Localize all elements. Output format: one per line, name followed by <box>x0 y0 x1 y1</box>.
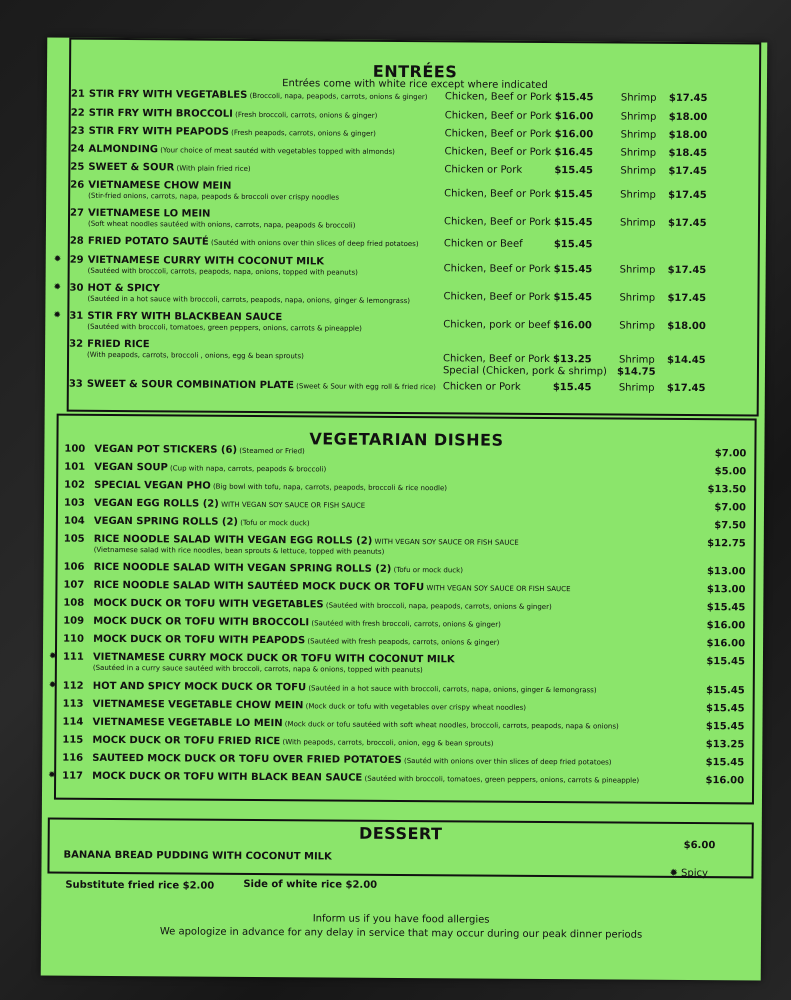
vegetarian-number: 107 <box>63 579 85 591</box>
extra-white-rice: Side of white rice $2.00 <box>243 878 378 891</box>
entree-price-shrimp: $17.45 <box>667 292 707 305</box>
vegetarian-description: WITH VEGAN SOY SAUCE OR FISH SAUCE <box>372 537 519 547</box>
vegetarian-number: 113 <box>62 698 84 710</box>
vegetarian-name: VEGAN SPRING ROLLS (2) (Tofu or mock duck) <box>93 515 310 528</box>
spicy-star-icon: ✹ <box>48 651 57 662</box>
entree-price-shrimp: $17.45 <box>668 165 707 178</box>
entree-option: Chicken, Beef or Pork <box>443 291 551 304</box>
vegetarian-price: $15.45 <box>706 685 745 697</box>
spicy-star-icon: ✹ <box>669 867 678 879</box>
entree-price: $15.45 <box>554 165 593 177</box>
vegetarian-description: (Tofu or mock duck) <box>391 565 463 575</box>
vegetarian-price: $13.25 <box>705 739 745 751</box>
vegetarian-number: 100 <box>64 443 86 455</box>
entree-name: STIR FRY WITH PEAPODS (Fresh peapods, carrots, onions & ginger) <box>88 125 376 138</box>
vegetarian-description: (Sautéed with broccoli, napa, peapods, carrots, onions & ginger) <box>323 601 552 612</box>
vegetarian-name: VIETNAMESE VEGETABLE CHOW MEIN (Mock duck or tofu with vegetables over crispy wheat noodles) <box>92 698 527 712</box>
vegetarian-name: SPECIAL VEGAN PHO (Big bowl with tofu, napa, carrots, peapods, broccoli & rice noodle) <box>94 479 448 493</box>
entree-price-shrimp: $18.00 <box>668 111 708 124</box>
vegetarian-price: $15.45 <box>705 703 745 715</box>
entree-option-shrimp: Shrimp <box>619 264 656 276</box>
entree-price: $16.00 <box>554 129 594 141</box>
spicy-star-icon: ✹ <box>48 680 57 691</box>
vegetarian-description: WITH VEGAN SOY SAUCE OR FISH SAUCE <box>424 584 571 594</box>
entree-name: STIR FRY WITH VEGETABLES (Broccoli, napa, peapods, carrots, onions & ginger) <box>88 88 428 102</box>
vegetarian-name: SAUTEED MOCK DUCK OR TOFU OVER FRIED POTATOES (Sautéd with onions over thin slices of deep fried potatoes) <box>92 752 612 767</box>
entree-number: 24 <box>70 143 85 155</box>
entree-number: 31 <box>69 310 84 322</box>
entree-description: (Your choice of meat sautéd with vegetables topped with almonds) <box>158 146 395 156</box>
entree-option: Chicken, Beef or Pork <box>444 188 552 201</box>
vegetarian-name: HOT AND SPICY MOCK DUCK OR TOFU (Sautéed in a hot sauce with broccoli, carrots, napa, onions, ginger & lemongrass) <box>92 680 597 695</box>
vegetarian-price: $16.00 <box>706 638 746 650</box>
entree-description: (Sautéed in a hot sauce with broccoli, carrots, peapods, napa, onions, ginger & lemongrass) <box>87 294 411 306</box>
entree-number: 29 <box>69 254 84 266</box>
entree-special-price: $14.75 <box>616 366 656 378</box>
entree-name: VIETNAMESE LO MEIN <box>88 207 211 220</box>
entree-option: Chicken, pork or beef <box>443 319 551 332</box>
vegetarian-number: 102 <box>64 479 86 491</box>
entree-name: VIETNAMESE CURRY WITH COCONUT MILK <box>87 254 325 268</box>
entree-number: 26 <box>70 179 85 191</box>
vegetarian-price: $5.00 <box>714 466 747 478</box>
entree-special-option: Special (Chicken, pork & shrimp) <box>442 365 607 378</box>
entree-number: 22 <box>70 107 85 119</box>
entree-name: STIR FRY WITH BLACKBEAN SAUCE <box>87 310 283 324</box>
vegetarian-description: WITH VEGAN SOY SAUCE OR FISH SAUCE <box>218 500 366 510</box>
entree-price-shrimp: $18.00 <box>667 320 706 333</box>
vegetarian-description: (Sautéd with onions over thin slices of deep fried potatoes) <box>401 756 612 767</box>
entree-name: FRIED RICE <box>87 338 150 351</box>
entree-option-shrimp: Shrimp <box>620 129 657 141</box>
entree-option-shrimp: Shrimp <box>619 320 655 332</box>
entree-option-shrimp: Shrimp <box>618 382 655 394</box>
entree-price-shrimp: $18.00 <box>668 129 708 142</box>
entree-price-shrimp: $17.45 <box>668 189 707 202</box>
vegetarian-description: (Vietnamese salad with rice noodles, bean sprouts & lettuce, topped with peanuts) <box>93 545 385 556</box>
vegetarian-number: 114 <box>62 716 84 728</box>
entree-number: 23 <box>70 125 85 137</box>
vegetarian-price: $7.00 <box>714 502 747 514</box>
vegetarian-description: (Sautéed in a curry sauce sautéed with broccoli, carrots, napa & onions, topped with peanuts) <box>92 663 423 675</box>
entree-price: $16.00 <box>553 320 592 332</box>
vegetarian-number: 109 <box>63 615 85 627</box>
entree-price-shrimp: $17.45 <box>667 217 707 230</box>
entree-option-shrimp: Shrimp <box>619 292 656 304</box>
vegetarian-description: (Big bowl with tofu, napa, carrots, peapods, broccoli & rice noodle) <box>210 482 448 493</box>
vegetarian-number: 104 <box>63 515 85 527</box>
vegetarian-description: (Sautéed in a hot sauce with broccoli, carrots, napa, onions, ginger & lemongrass) <box>306 684 597 695</box>
entrees-section <box>53 38 762 417</box>
entree-option-shrimp: Shrimp <box>620 189 656 201</box>
entree-name: SWEET & SOUR (With plain fried rice) <box>88 161 251 174</box>
vegetarian-number: 103 <box>63 497 85 509</box>
vegetarian-number: 106 <box>63 561 85 573</box>
vegetarian-number: 101 <box>64 461 86 473</box>
vegetarian-name: VEGAN POT STICKERS (6) (Steamed or Fried) <box>94 443 305 456</box>
entree-option: Chicken or Pork <box>444 164 523 176</box>
entree-price-shrimp: $18.45 <box>668 147 708 160</box>
vegetarian-name: RICE NOODLE SALAD WITH SAUTÉED MOCK DUCK OR TOFU WITH VEGAN SOY SAUCE OR FISH SAUCE <box>93 579 571 594</box>
vegetarian-description: (Sautéed with broccoli, tomatoes, green peppers, onions, carrots & pineapple) <box>362 774 640 785</box>
entree-price-shrimp: $14.45 <box>667 354 706 367</box>
vegetarian-description: (Tofu or mock duck) <box>237 518 310 528</box>
vegetarian-price: $13.50 <box>707 484 747 496</box>
dessert-price: $6.00 <box>683 839 716 852</box>
vegetarian-name: MOCK DUCK OR TOFU WITH BLACK BEAN SAUCE (Sautéed with broccoli, tomatoes, green peppers, onions, carrots & pineapple) <box>92 770 640 785</box>
dessert-item: BANANA BREAD PUDDING WITH COCONUT MILK <box>63 849 332 863</box>
entree-option-shrimp: Shrimp <box>619 217 656 229</box>
vegetarian-number: 115 <box>62 734 84 746</box>
entree-option: Chicken, Beef or Pork <box>444 128 552 141</box>
vegetarian-price: $15.45 <box>706 602 746 614</box>
entree-option: Chicken, Beef or Pork <box>443 216 551 229</box>
spicy-star-icon: ✹ <box>48 770 56 781</box>
vegetarian-price: $16.00 <box>706 620 746 632</box>
vegetarian-price: $15.45 <box>705 721 745 733</box>
vegetarian-section <box>48 414 757 805</box>
entree-option-shrimp: Shrimp <box>620 111 657 123</box>
entree-number: 33 <box>68 378 83 390</box>
vegetarian-number: 111 <box>62 651 84 663</box>
entree-option: Chicken, Beef or Pork <box>444 91 552 104</box>
entree-description: (With peapods, carrots, broccoli , onions, egg & bean sprouts) <box>87 350 304 361</box>
vegetarian-number: 110 <box>63 633 84 645</box>
entree-name: STIR FRY WITH BROCCOLI (Fresh broccoli, carrots, onions & ginger) <box>88 107 378 120</box>
entree-price-shrimp: $17.45 <box>667 264 707 277</box>
vegetarian-price: $16.00 <box>705 775 745 787</box>
entree-price: $15.45 <box>553 217 593 229</box>
entree-number: 32 <box>69 338 84 350</box>
vegetarian-price: $12.75 <box>707 538 746 550</box>
vegetarian-number: 116 <box>62 752 84 764</box>
entree-option-shrimp: Shrimp <box>620 92 657 104</box>
spicy-legend-label: Spicy <box>681 867 708 880</box>
vegetarian-name: MOCK DUCK OR TOFU WITH BROCCOLI (Sautéed with fresh broccoli, carrots, onions & ginger) <box>93 615 501 629</box>
vegetarian-name: RICE NOODLE SALAD WITH VEGAN EGG ROLLS (2) WITH VEGAN SOY SAUCE OR FISH SAUCE <box>93 533 519 547</box>
entree-option-shrimp: Shrimp <box>619 354 655 366</box>
entree-name: VIETNAMESE CHOW MEIN <box>88 179 232 192</box>
entree-description: (With plain fried rice) <box>174 164 251 173</box>
entree-number: 28 <box>69 235 84 247</box>
entree-option: Chicken, Beef or Pork <box>444 110 552 123</box>
vegetarian-description: (Mock duck or tofu with vegetables over crispy wheat noodles) <box>303 702 527 712</box>
entree-number: 27 <box>70 207 85 219</box>
vegetarian-name: RICE NOODLE SALAD WITH VEGAN SPRING ROLLS (2) (Tofu or mock duck) <box>93 561 463 575</box>
entree-price: $15.45 <box>553 264 593 276</box>
spicy-star-icon: ✹ <box>53 282 62 293</box>
vegetarian-description: (Sautéed with fresh peapods, carrots, onions & ginger) <box>305 637 500 647</box>
vegetarian-name: VEGAN EGG ROLLS (2) WITH VEGAN SOY SAUCE OR FISH SAUCE <box>93 497 366 510</box>
entree-option-shrimp: Shrimp <box>620 165 657 177</box>
entree-option: Chicken or Pork <box>442 381 521 393</box>
vegetarian-description: (Steamed or Fried) <box>237 446 305 456</box>
footer-allergy-note: Inform us if you have food allergies <box>312 913 490 926</box>
dessert-section <box>47 818 753 879</box>
spicy-star-icon: ✹ <box>53 254 62 265</box>
entree-name: HOT & SPICY <box>87 282 160 295</box>
entree-option: Chicken, Beef or Pork <box>443 353 550 366</box>
vegetarian-name: VEGAN SOUP (Cup with napa, carrots, peapods & broccoli) <box>94 461 327 474</box>
entrees-subtitle: Entrées come with white rice except where indicated <box>282 78 548 91</box>
entree-description: (Sautéed with broccoli, carrots, peapods, napa, onions, topped with peanuts) <box>87 266 358 277</box>
entree-price-shrimp: $17.45 <box>668 92 708 105</box>
vegetarian-description: (Mock duck or tofu sautéed with soft wheat noodles, broccoli, carrots, peapods, napa & onions) <box>282 720 619 731</box>
vegetarian-price: $7.00 <box>714 448 747 460</box>
entree-description: (Stir-fried onions, carrots, napa, peapods & broccoli over crispy noodles <box>88 191 340 202</box>
vegetarian-name: VIETNAMESE VEGETABLE LO MEIN (Mock duck or tofu sautéed with soft wheat noodles, broccoli, carrots, peapods, napa & onions) <box>92 716 619 731</box>
entree-description: (Fresh peapods, carrots, onions & ginger) <box>228 128 376 138</box>
vegetarian-name: MOCK DUCK OR TOFU FRIED RICE (With peapods, carrots, broccoli, onion, egg & bean sprouts) <box>92 734 494 748</box>
entree-price: $16.45 <box>554 147 594 159</box>
entree-description: (Broccoli, napa, peapods, carrots, onions & ginger) <box>247 91 428 102</box>
vegetarian-name: MOCK DUCK OR TOFU WITH PEAPODS (Sautéed with fresh peapods, carrots, onions & ginger) <box>93 633 500 647</box>
entree-number: 21 <box>70 88 85 100</box>
vegetarian-title: VEGETARIAN DISHES <box>309 429 504 450</box>
entree-price: $15.45 <box>554 92 594 104</box>
vegetarian-name: VIETNAMESE CURRY MOCK DUCK OR TOFU WITH COCONUT MILK <box>92 651 455 666</box>
entree-description: (Sautéd with onions over thin slices of deep fried potatoes) <box>208 238 419 249</box>
entree-option-shrimp: Shrimp <box>620 147 657 159</box>
vegetarian-name: MOCK DUCK OR TOFU WITH VEGETABLES (Sautéed with broccoli, napa, peapods, carrots, onions & ginger) <box>93 597 552 612</box>
entree-name: FRIED POTATO SAUTÉ (Sautéd with onions over thin slices of deep fried potatoes) <box>87 235 419 249</box>
entree-number: 30 <box>69 282 84 294</box>
entree-price: $15.45 <box>554 189 593 201</box>
spicy-star-icon: ✹ <box>53 310 61 321</box>
entree-option: Chicken or Beef <box>443 238 523 250</box>
entree-description: (Sautéed with broccoli, tomatoes, green peppers, onions, carrots & pineapple) <box>87 322 362 333</box>
vegetarian-description: (Cup with napa, carrots, peapods & broccoli) <box>167 464 327 474</box>
vegetarian-number: 105 <box>63 533 85 545</box>
entree-option: Chicken, Beef or Pork <box>443 263 551 276</box>
entrees-title: ENTRÉES <box>372 61 458 82</box>
entree-price-shrimp: $17.45 <box>666 382 706 395</box>
entree-price: $15.45 <box>553 239 593 251</box>
entree-description: (Soft wheat noodles sautéed with onions, carrots, napa, peapods & broccoli) <box>87 219 356 230</box>
entree-price: $13.25 <box>553 354 592 366</box>
vegetarian-number: 108 <box>63 597 85 609</box>
entree-price: $15.45 <box>553 292 593 304</box>
vegetarian-description: (With peapods, carrots, broccoli, onion, egg & bean sprouts) <box>280 738 494 748</box>
entree-price: $16.00 <box>554 111 594 123</box>
extra-fried-rice: Substitute fried rice $2.00 <box>65 879 215 892</box>
entree-number: 25 <box>70 161 85 173</box>
footer-delay-note: We apologize in advance for any delay in service that may occur during our peak dinner periods <box>159 926 643 941</box>
vegetarian-price: $7.50 <box>714 520 746 532</box>
vegetarian-number: 117 <box>62 770 84 782</box>
vegetarian-price: $15.45 <box>706 656 745 668</box>
entree-description: (Fresh broccoli, carrots, onions & ginger) <box>232 110 378 120</box>
vegetarian-description: (Sautéed with fresh broccoli, carrots, onions & ginger) <box>309 619 501 629</box>
entree-option: Chicken, Beef or Pork <box>444 146 552 159</box>
entree-price: $15.45 <box>552 382 592 394</box>
vegetarian-price: $13.00 <box>706 584 746 596</box>
vegetarian-price: $15.45 <box>705 757 745 769</box>
vegetarian-price: $13.00 <box>706 566 746 578</box>
entree-name: ALMONDING (Your choice of meat sautéd with vegetables topped with almonds) <box>88 143 395 156</box>
dessert-title: DESSERT <box>358 823 443 844</box>
entree-name: SWEET & SOUR COMBINATION PLATE (Sweet & Sour with egg roll & fried rice) <box>86 378 436 392</box>
entree-description: (Sweet & Sour with egg roll & fried rice) <box>293 382 436 392</box>
spicy-legend <box>669 868 708 879</box>
vegetarian-number: 112 <box>62 680 84 692</box>
menu-paper <box>41 37 768 980</box>
